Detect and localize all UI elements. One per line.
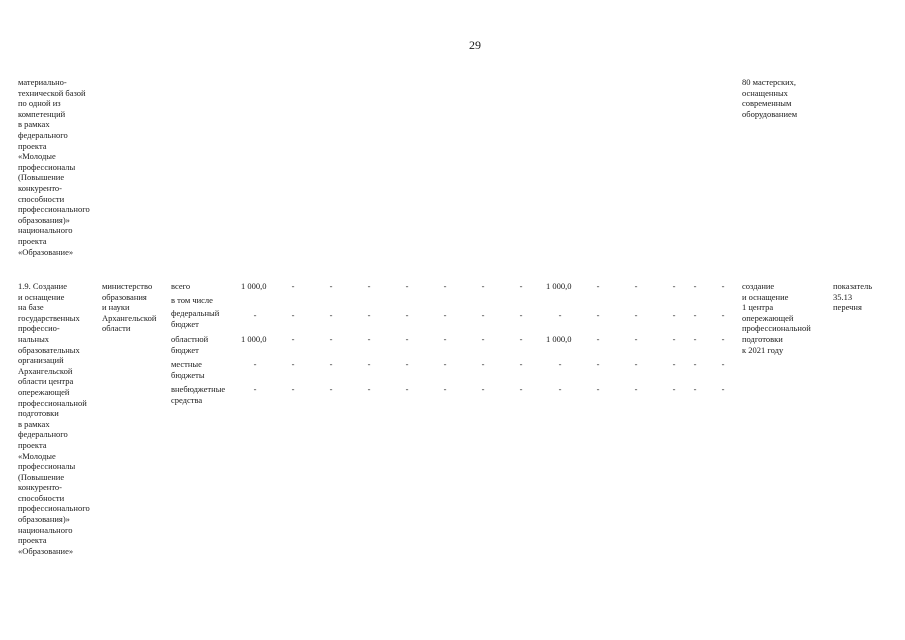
dash-cell: - <box>634 384 638 394</box>
dash-cell: - <box>443 384 447 394</box>
dash-cell: - <box>481 334 485 344</box>
dash-cell: - <box>253 359 257 369</box>
dash-cell: - <box>634 310 638 320</box>
dash-cell: - <box>693 310 697 320</box>
dash-cell: - <box>519 281 523 291</box>
dash-cell: - <box>405 359 409 369</box>
regional-2020-value: 1 000,0 <box>546 334 572 344</box>
dash-cell: - <box>291 310 295 320</box>
dash-cell: - <box>291 281 295 291</box>
dash-cell: - <box>367 359 371 369</box>
dash-cell: - <box>693 334 697 344</box>
dash-cell: - <box>596 281 600 291</box>
dash-cell: - <box>672 359 676 369</box>
dash-cell: - <box>443 281 447 291</box>
dash-cell: - <box>596 384 600 394</box>
dash-cell: - <box>405 281 409 291</box>
dash-cell: - <box>443 359 447 369</box>
dash-cell: - <box>672 281 676 291</box>
dash-cell: - <box>634 359 638 369</box>
dash-cell: - <box>481 359 485 369</box>
dash-cell: - <box>519 310 523 320</box>
dash-cell: - <box>329 281 333 291</box>
dash-cell: - <box>481 310 485 320</box>
dash-cell: - <box>405 310 409 320</box>
dash-cell: - <box>443 334 447 344</box>
dash-cell: - <box>721 281 725 291</box>
funding-total-label: всего <box>171 281 191 291</box>
funding-local-label: местные бюджеты <box>171 359 205 380</box>
dash-cell: - <box>693 281 697 291</box>
total-sum-value: 1 000,0 <box>241 281 267 291</box>
dash-cell: - <box>519 334 523 344</box>
dash-cell: - <box>329 384 333 394</box>
dash-cell: - <box>329 310 333 320</box>
funding-federal-label: федеральный бюджет <box>171 308 220 329</box>
dash-cell: - <box>693 384 697 394</box>
dash-cell: - <box>672 310 676 320</box>
dash-cell: - <box>443 310 447 320</box>
dash-cell: - <box>519 359 523 369</box>
page-number: 29 <box>469 38 481 52</box>
row-19-description: 1.9. Создание и оснащение на базе государственных профессио- нальных образовательных организаций Архангельской области центра опережающей профессиональной подготовки в рамках федерального проекта «Молодые профессионалы (Повышение конкуренто- способности профессионального образования)» национального проекта «Образование» <box>18 281 90 556</box>
dash-cell: - <box>672 384 676 394</box>
dash-cell: - <box>634 281 638 291</box>
dash-cell: - <box>253 310 257 320</box>
dash-cell: - <box>291 359 295 369</box>
funding-including-label: в том числе <box>171 295 213 305</box>
dash-cell: - <box>634 334 638 344</box>
dash-cell: - <box>558 384 562 394</box>
regional-sum-value: 1 000,0 <box>241 334 267 344</box>
dash-cell: - <box>558 359 562 369</box>
dash-cell: - <box>596 310 600 320</box>
dash-cell: - <box>253 384 257 394</box>
cont-row-description: материально- технической базой по одной из компетенций в рамках федерального проекта «Молодые профессионалы (Повышение конкуренто- способности профессионального образования)» национального проекта «Образование» <box>18 77 90 257</box>
dash-cell: - <box>367 281 371 291</box>
funding-regional-label: областной бюджет <box>171 334 209 355</box>
dash-cell: - <box>329 334 333 344</box>
dash-cell: - <box>291 334 295 344</box>
dash-cell: - <box>596 359 600 369</box>
dash-cell: - <box>558 310 562 320</box>
dash-cell: - <box>721 384 725 394</box>
dash-cell: - <box>693 359 697 369</box>
dash-cell: - <box>481 384 485 394</box>
dash-cell: - <box>519 384 523 394</box>
dash-cell: - <box>367 334 371 344</box>
dash-cell: - <box>596 334 600 344</box>
dash-cell: - <box>481 281 485 291</box>
row-19-result: создание и оснащение 1 центра опережающей профессиональной подготовки к 2021 году <box>742 281 811 355</box>
dash-cell: - <box>721 359 725 369</box>
cont-row-result: 80 мастерских, оснащенных современным оборудованием <box>742 77 798 119</box>
dash-cell: - <box>291 384 295 394</box>
row-19-indicator: показатель 35.13 перечня <box>833 281 873 313</box>
dash-cell: - <box>405 384 409 394</box>
dash-cell: - <box>367 384 371 394</box>
dash-cell: - <box>721 310 725 320</box>
row-19-executor: министерство образования и науки Архангельской области <box>102 281 157 334</box>
funding-offbudget-label: внебюджетные средства <box>171 384 226 405</box>
dash-cell: - <box>721 334 725 344</box>
dash-cell: - <box>329 359 333 369</box>
dash-cell: - <box>367 310 371 320</box>
dash-cell: - <box>405 334 409 344</box>
total-2020-value: 1 000,0 <box>546 281 572 291</box>
dash-cell: - <box>672 334 676 344</box>
